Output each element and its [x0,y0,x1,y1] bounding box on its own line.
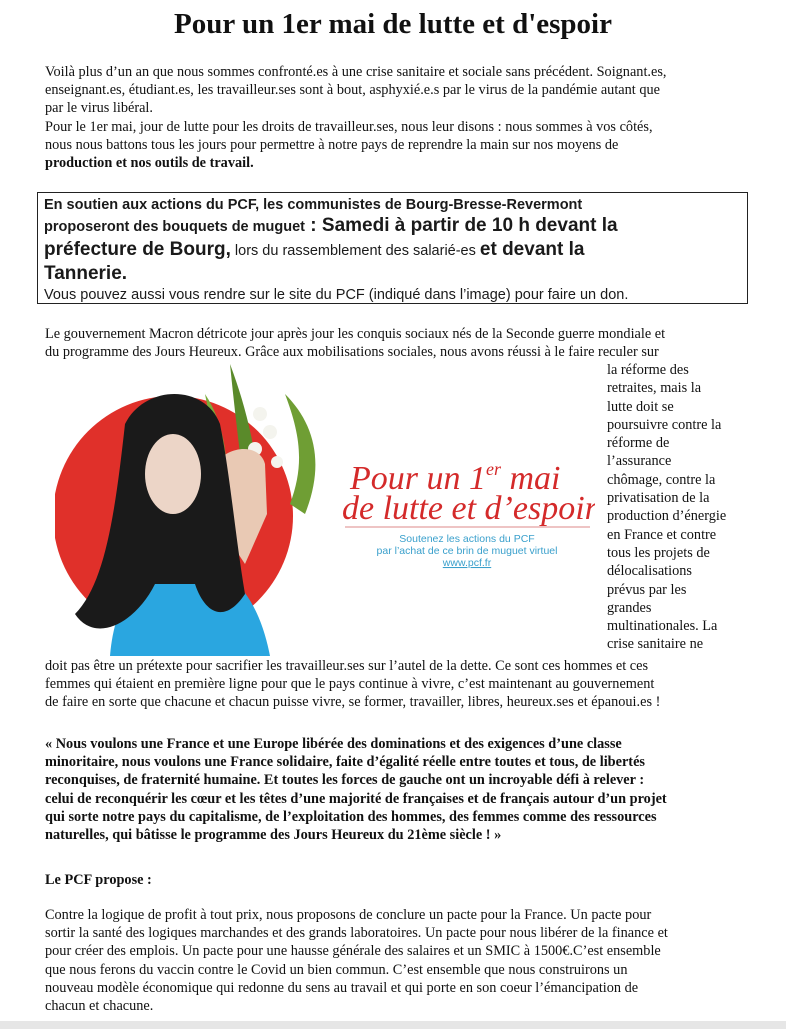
muguet-poster-image [55,364,595,656]
text-line: chacun et chacune. [45,997,154,1014]
text-line: chômage, contre la [607,471,716,488]
text-line: pour créer des emplois. Un pacte pour une hausse générale des salaires et un SMIC à 1500€.C’est ensemble [45,943,661,960]
text-line: doit pas être un prétexte pour sacrifier les travailleur.ses sur l’autel de la dette. Ce sont ces hommes et ces [45,658,649,674]
text-line: Pour le 1er mai, jour de lutte pour les droits de travailleur.ses, nous leur disons : nous sommes à vos côtés, [45,118,653,135]
quote-paragraph [45,735,667,844]
text-line: « Nous voulons une France et une Europe libérée des dominations et des exigences d’une classe [45,736,622,752]
box-text: et devant la [479,239,585,260]
text-line: qui sorte notre pays du capitalisme, de l’exploitation des hommes, des femmes comme des ressources [45,808,657,825]
text-line: retraites, mais la [607,380,702,397]
text-line: sortir la santé des logiques marchandes et des grands laboratoires. Un pacte pour nous libérer de la finance et [45,925,668,942]
text-line: délocalisations [607,563,692,580]
text-line: production d’énergie [607,508,727,525]
text-line: grandes [607,599,652,616]
text-line: la réforme des [607,362,689,378]
text-line: minoritaire, nous voulons une France solidaire, faite d’égalité réelle entre toutes et tous, de libertés [45,754,645,771]
propose-paragraph [45,906,668,1015]
page-bottom-edge [0,1021,786,1029]
text-line: naturelles, qui bâtisse le programme des Jours Heureux du 21ème siècle ! » [45,826,502,843]
box-text: Tannerie. [44,263,128,284]
text-line: de faire en sorte que chacune et chacun puisse vivre, se former, travailler, libres, heureux.ses et épanoui.es ! [45,694,661,711]
text-line: par le virus libéral. [45,100,153,117]
text-line: poursuivre contre la [607,416,722,433]
poster-subtext: Soutenez les actions du PCF [399,533,535,545]
text-line: lutte doit se [607,398,674,415]
box-text: Vous pouvez aussi vous rendre sur le site du PCF (indiqué dans l’image) pour faire un don. [44,287,629,303]
text-line: du programme des Jours Heureux. Grâce aux mobilisations sociales, nous avons réussi à le faire reculer sur [45,344,659,361]
poster-subtext: par l’achat de ce brin de muguet virtuel [376,545,558,557]
page-title: Pour un 1er mai de lutte et d'espoir [174,8,612,40]
poster-headline-sup: er [486,459,501,479]
text-line: que nous ferons du vaccin contre le Covid un bien commun. C’est ensemble que nous construirons un [45,961,628,978]
text-line: Voilà plus d’un an que nous sommes confronté.es à une crise sanitaire et sociale sans précédent. Soignant.es, [45,64,667,80]
text-line: tous les projets de [607,544,710,561]
box-text: préfecture de Bourg, [44,239,231,260]
text-line: femmes qui étaient en première ligne pour que le pays continue à vivre, c’est maintenant au gouvernement [45,676,655,693]
announcement-box [37,192,748,304]
intro-paragraph [45,63,666,172]
text-line: nouveau modèle économique qui redonne du sens au travail et qui porte en son coeur l’émancipation de [45,979,639,996]
macron-paragraph [45,325,665,361]
text-line-bold: production et nos outils de travail. [45,154,254,171]
macron-paragraph-continued [45,657,660,712]
text-line: enseignant.es, étudiant.es, les travailleur.ses sont à bout, asphyxié.e.s par le virus de la pandémie autant que [45,82,660,99]
poster-headline: de lutte et d’espoir [342,490,595,527]
text-line: prévus par les [607,581,687,598]
poster-url: www.pcf.fr [442,557,492,569]
text-line: multinationales. La [607,618,718,635]
side-text-column [607,361,726,654]
text-line: en France et contre [607,526,717,543]
text-line: crise sanitaire ne [607,636,704,653]
text-line: réforme de [607,435,670,452]
text-line: reconquises, de fraternité humaine. Et toutes les forces de gauche ont un incroyable défi à relever : [45,772,645,789]
box-text: En soutien aux actions du PCF, les communistes de Bourg-Bresse-Revermont [44,197,583,213]
box-text: : Samedi à partir de 10 h devant la [305,215,618,236]
box-text: lors du rassemblement des salarié-es [230,243,480,259]
poster-headline: Pour un 1 [350,460,486,497]
text-line: l’assurance [607,453,672,470]
box-text: proposeront des bouquets de muguet [44,219,306,235]
poster-headline: mai [501,460,561,497]
text-line: Le gouvernement Macron détricote jour après jour les conquis sociaux nés de la Seconde guerre mondiale et [45,326,666,342]
section-heading: Le PCF propose : [45,872,152,888]
text-line: Contre la logique de profit à tout prix, nous proposons de conclure un pacte pour la France. Un pacte pour [45,907,652,923]
face [145,434,201,514]
text-line: celui de reconquérir les cœur et les têtes d’une majorité de françaises et de français autour d’un projet [45,790,667,807]
text-line: nous nous battons tous les jours pour permettre à notre pays de reprendre la main sur nos moyens de [45,136,619,153]
text-line: privatisation de la [607,490,710,507]
